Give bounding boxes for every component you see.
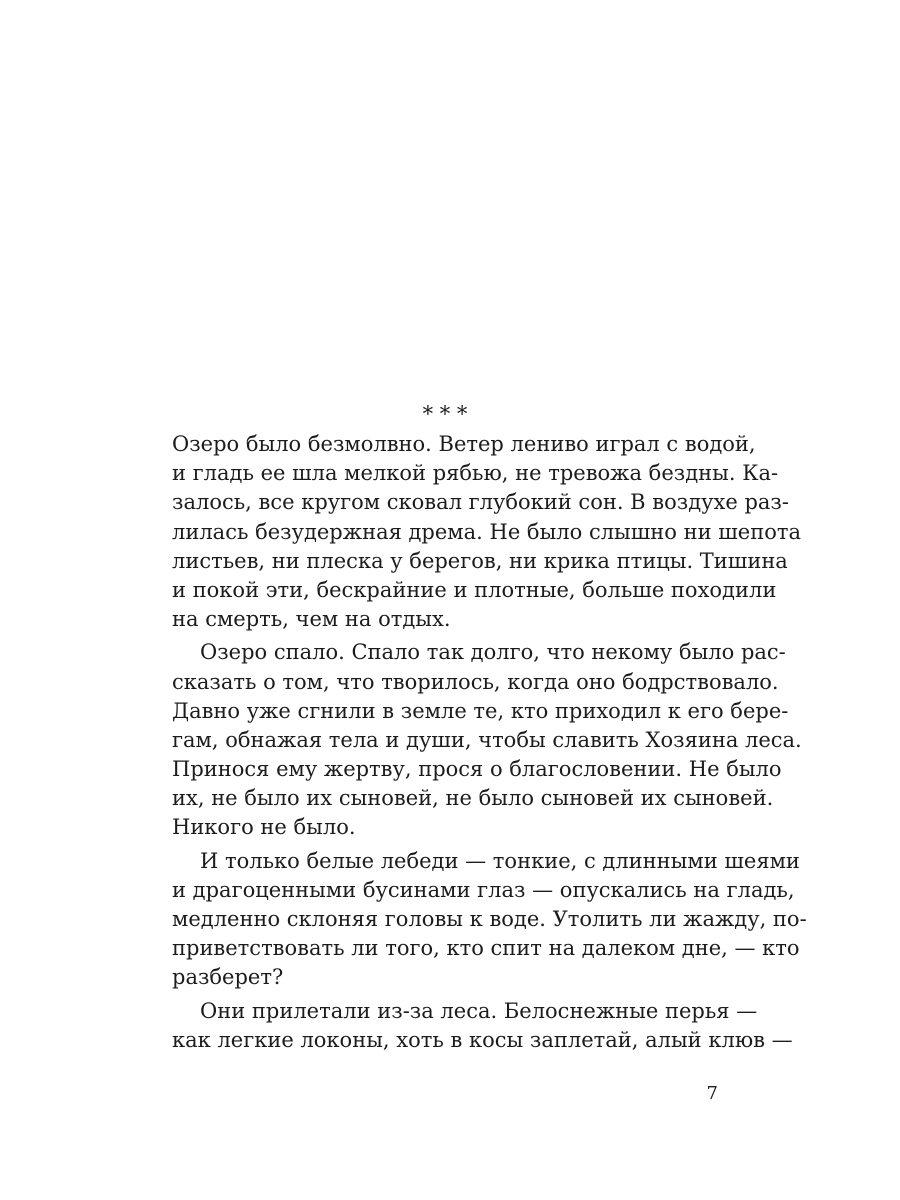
- text-line: И только белые лебеди — тонкие, с длинными шеями: [200, 848, 800, 873]
- text-line: Озеро спало. Спало так долго, что некому было рас-: [200, 640, 786, 665]
- text-line: и драгоценными бусинами глаз — опускались на гладь,: [172, 877, 795, 902]
- text-line: на смерть, чем на отдых.: [172, 607, 451, 632]
- paragraph-2: [172, 638, 802, 842]
- text-line: сказать о том, что творилось, когда оно бодрствовало.: [172, 669, 779, 694]
- page-content: [172, 400, 807, 1055]
- text-line: Принося ему жертву, прося о благословении. Не было: [172, 757, 782, 782]
- paragraph-4: [172, 997, 793, 1055]
- page-number: 7: [706, 1083, 718, 1104]
- text-line: разберет?: [172, 965, 284, 990]
- text-line: Давно уже сгнили в земле те, кто приходил к его бере-: [172, 698, 789, 723]
- text-line: и покой эти, бескрайние и плотные, больше походили: [172, 577, 777, 602]
- paragraph-3: [172, 847, 807, 993]
- section-separator: * * *: [422, 402, 468, 426]
- text-line: медленно склоняя головы к воде. Утолить ли жажду, по-: [172, 907, 807, 931]
- text-line: и гладь ее шла мелкой рябью, не тревожа бездны. Ка-: [172, 461, 779, 486]
- text-line: как легкие локоны, хоть в косы заплетай, алый клюв —: [172, 1027, 793, 1052]
- text-line: залось, все кругом сковал глубокий сон. В воздухе раз-: [172, 490, 789, 515]
- text-line: лилась безудержная дрема. Не было слышно ни шепота: [172, 519, 801, 544]
- paragraph-1: [172, 430, 801, 634]
- text-line: Они прилетали из-за леса. Белоснежные перья —: [200, 998, 758, 1023]
- text-line: гам, обнажая тела и души, чтобы славить Хозяина леса.: [172, 727, 802, 752]
- text-line: их, не было их сыновей, не было сыновей их сыновей.: [172, 786, 774, 811]
- text-line: листьев, ни плеска у берегов, ни крика птицы. Тишина: [172, 548, 788, 573]
- text-line: приветствовать ли того, кто спит на далеком дне, — кто: [172, 936, 800, 961]
- text-line: Озеро было безмолвно. Ветер лениво играл с водой,: [172, 432, 756, 456]
- text-line: Никого не было.: [172, 815, 356, 840]
